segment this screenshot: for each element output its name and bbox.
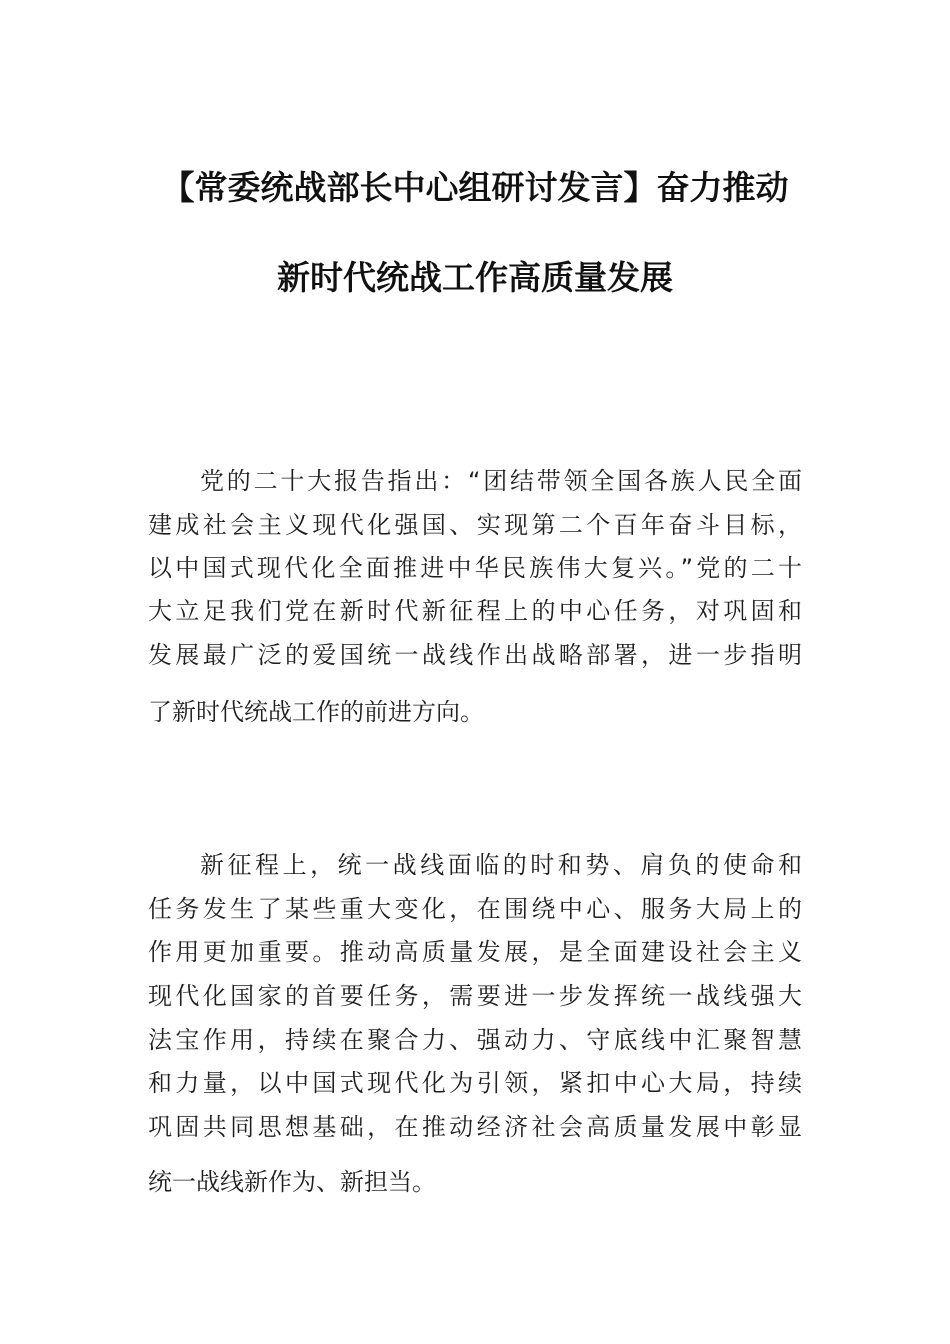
title-line-1: 【常委统战部长中心组研讨发言】奋力推动 — [161, 168, 789, 207]
paragraph-1-line: 了新时代统战工作的前进方向。 — [148, 698, 484, 726]
paragraph-1-line: 建成社会主义现代化强国、实现第二个百年奋斗目标， — [148, 511, 802, 539]
paragraph-2-line: 巩固共同思想基础，在推动经济社会高质量发展中彰显 — [148, 1113, 802, 1141]
title-line-2: 新时代统战工作高质量发展 — [277, 258, 673, 297]
paragraph-2-line: 法宝作用，持续在聚合力、强动力、守底线中汇聚智慧 — [148, 1026, 802, 1054]
paragraph-2-line: 新征程上，统一战线面临的时和势、肩负的使命和 — [200, 851, 802, 879]
paragraph-2-line: 作用更加重要。推动高质量发展，是全面建设社会主义 — [148, 938, 802, 966]
paragraph-1-line: 以中国式现代化全面推进中华民族伟大复兴。”党的二十 — [148, 554, 802, 582]
paragraph-1-line: 党的二十大报告指出：“团结带领全国各族人民全面 — [200, 467, 802, 495]
paragraph-2-line: 任务发生了某些重大变化，在围绕中心、服务大局上的 — [148, 895, 802, 923]
paragraph-1-line: 发展最广泛的爱国统一战线作出战略部署，进一步指明 — [148, 641, 802, 669]
paragraph-2-line: 统一战线新作为、新担当。 — [148, 1168, 436, 1196]
paragraph-2-line: 现代化国家的首要任务，需要进一步发挥统一战线强大 — [148, 982, 802, 1010]
paragraph-2-line: 和力量，以中国式现代化为引领，紧扣中心大局，持续 — [148, 1069, 802, 1097]
paragraph-1-line: 大立足我们党在新时代新征程上的中心任务，对巩固和 — [148, 597, 802, 625]
